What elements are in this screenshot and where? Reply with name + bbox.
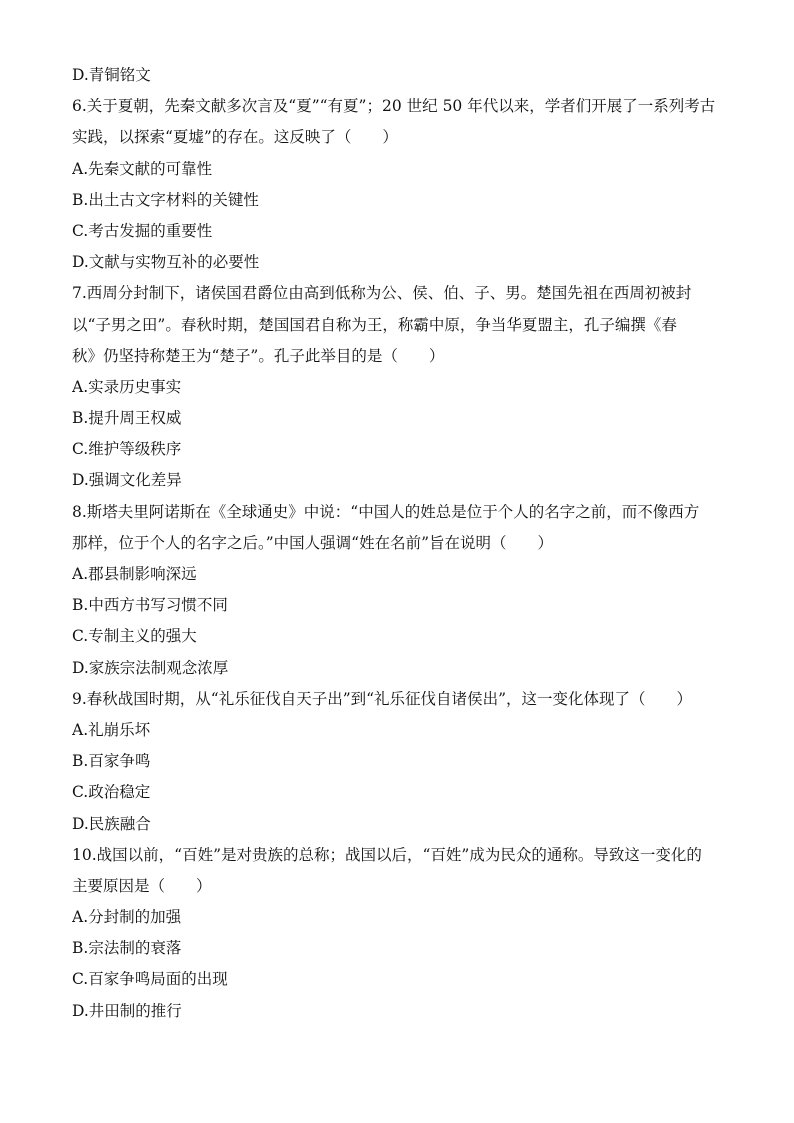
question-7-stem-line-2: 以“子男之田”。春秋时期，楚国国君自称为王，称霸中原，争当华夏盟主，孔子编撰《春 [72, 315, 677, 334]
question-9-option-a: A.礼崩乐坏 [72, 720, 151, 739]
question-7-option-a: A.实录历史事实 [72, 377, 182, 396]
question-6-option-c: C.考古发掘的重要性 [72, 221, 213, 240]
question-8-option-c: C.专制主义的强大 [72, 627, 197, 646]
question-7-option-d: D.强调文化差异 [72, 471, 182, 490]
question-8-stem-line-2: 那样，位于个人的名字之后。”中国人强调“姓在名前”旨在说明（ ） [72, 533, 554, 552]
question-6-stem-line-1: 6.关于夏朝，先秦文献多次言及“夏”“有夏”；20 世纪 50 年代以来，学者们开展了一系列考古 [72, 97, 716, 116]
question-7-stem-line-1: 7.西周分封制下，诸侯国君爵位由高到低称为公、侯、伯、子、男。楚国先祖在西周初被封 [72, 284, 692, 303]
question-10-option-b: B.宗法制的衰落 [72, 939, 182, 958]
question-6-option-d: D.文献与实物互补的必要性 [72, 253, 260, 272]
question-7-option-c: C.维护等级秩序 [72, 440, 182, 459]
question-10 [72, 840, 722, 1027]
question-9-option-b: B.百家争鸣 [72, 752, 151, 771]
question-8-option-a: A.郡县制影响深远 [72, 565, 197, 583]
question-9-option-d: D.民族融合 [72, 814, 151, 833]
question-6 [72, 91, 722, 278]
question-10-option-a: A.分封制的加强 [72, 908, 182, 927]
question-7 [72, 278, 722, 496]
exam-page [72, 60, 722, 1027]
question-9 [72, 684, 722, 840]
question-8-option-d: D.家族宗法制观念浓厚 [72, 658, 229, 677]
question-8-option-b: B.中西方书写习惯不同 [72, 596, 228, 615]
question-7-option-b: B.提升周王权威 [72, 409, 182, 428]
question-8 [72, 497, 722, 684]
question-10-stem-line-1: 10.战国以前，“百姓”是对贵族的总称；战国以后，“百姓”成为民众的通称。导致这一变化的 [72, 845, 702, 864]
question-9-option-c: C.政治稳定 [72, 783, 151, 802]
question-6-option-a: A.先秦文献的可靠性 [72, 159, 213, 178]
question-8-stem-line-1: 8.斯塔夫里阿诺斯在《全球通史》中说：“中国人的姓总是位于个人的名字之前，而不像西方 [72, 502, 700, 521]
question-6-stem-line-2: 实践，以探索“夏墟”的存在。这反映了（ ） [72, 128, 398, 147]
question-6-option-b: B.出土古文字材料的关键性 [72, 190, 259, 209]
previous-question-option-d: D.青铜铭文 [72, 66, 151, 84]
question-10-option-d: D.井田制的推行 [72, 1001, 182, 1020]
question-10-option-c: C.百家争鸣局面的出现 [72, 970, 228, 989]
question-7-stem-line-3: 秋》仍坚持称楚王为“楚子”。孔子此举目的是（ ） [72, 346, 445, 365]
question-9-stem-line-1: 9.春秋战国时期，从“礼乐征伐自天子出”到“礼乐征伐自诸侯出”，这一变化体现了（ ） [72, 689, 692, 708]
question-10-stem-line-2: 主要原因是（ ） [72, 876, 212, 895]
